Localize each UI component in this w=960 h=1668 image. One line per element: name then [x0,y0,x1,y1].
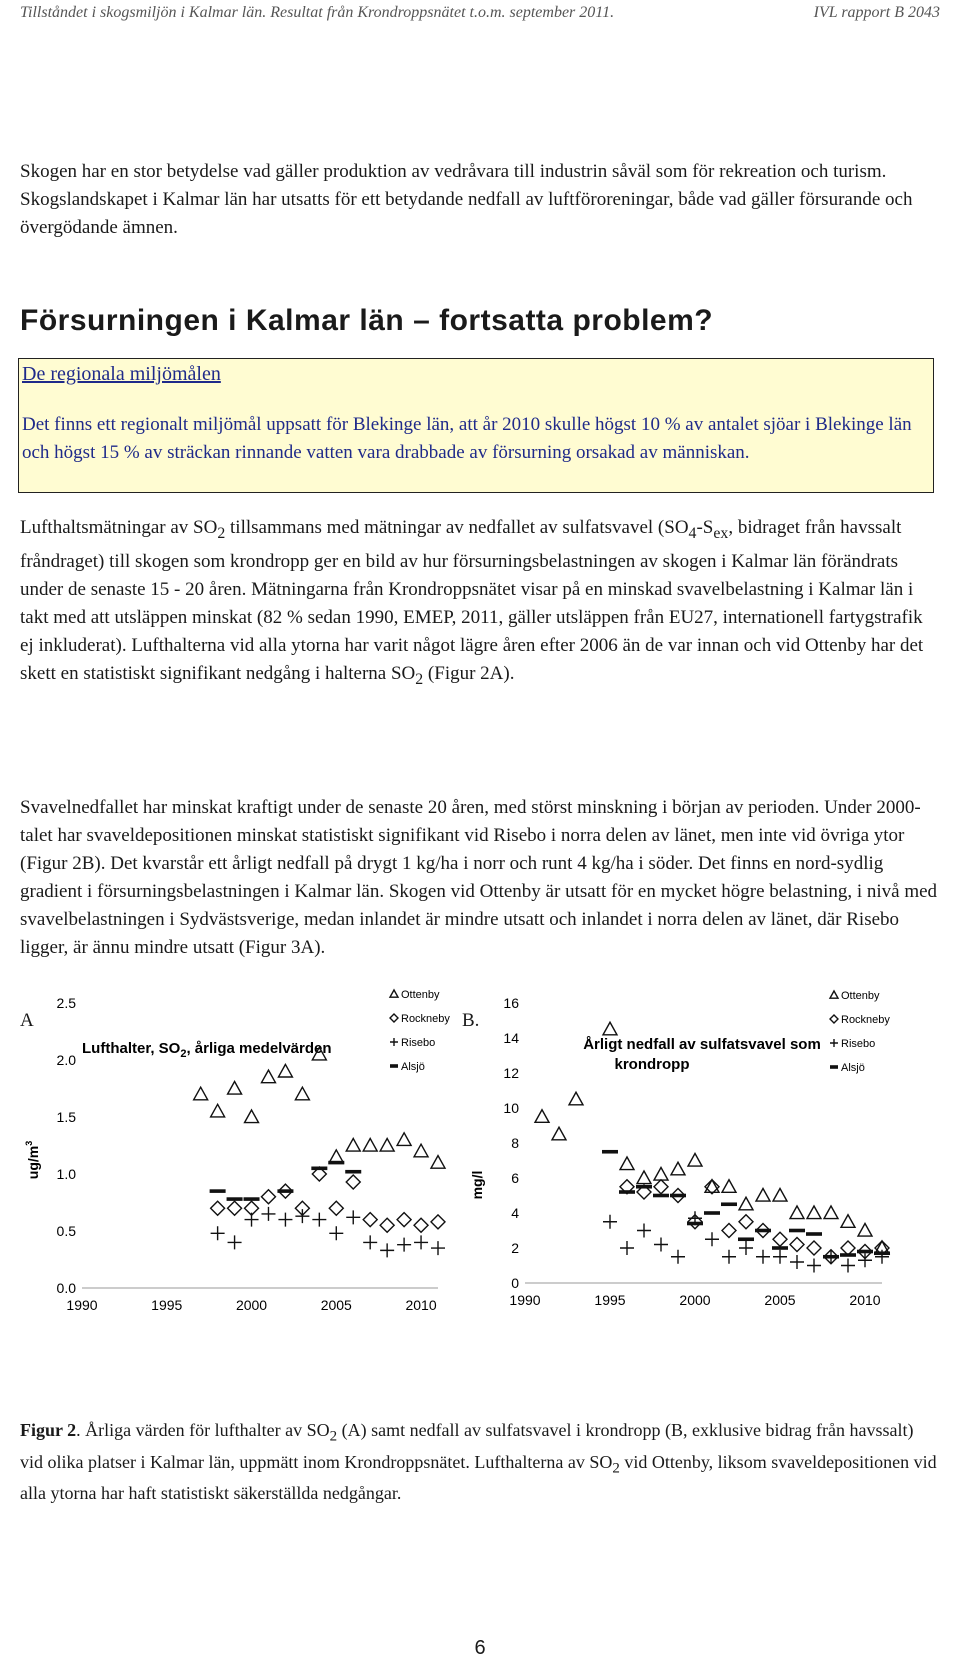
data-point [363,1213,377,1227]
data-point [228,1082,242,1095]
x-tick-label: 2005 [764,1292,796,1308]
data-point [346,1210,360,1224]
data-point [739,1241,753,1255]
chart-b-title-line2: krondropp [614,1056,690,1073]
figure-letter-b: B. [462,1010,480,1031]
data-point [602,1150,618,1154]
series-risebo [603,1211,889,1272]
data-point [858,1224,872,1237]
data-point [397,1238,411,1252]
para1-text-a: Lufthaltsmätningar av SO [20,517,218,538]
data-point [790,1206,804,1219]
chart-a-title: Lufthalter, $SO_2$, årliga medelvärden [82,1040,332,1060]
y-tick-label: 0.0 [56,1280,76,1296]
chart-b-nedfall [462,990,922,1415]
data-point [840,1253,856,1257]
caption-label: Figur 2 [20,1420,77,1440]
legend-label: Risebo [841,1038,876,1050]
figure-letter-a: A [20,1010,34,1031]
data-point [823,1255,839,1259]
data-point [211,1226,225,1240]
running-header-left: Tillståndet i skogsmiljön i Kalmar län. Resultat från Krondroppsnätet t.o.m. september 2011. [20,4,615,21]
intro-paragraph: Skogen har en stor betydelse vad gäller produktion av vedråvara till industrin såväl som för rekreation och turism. Skogslandskapet i Kalmar län har utsatts för ett betydande nedfall av luftföroreningar, både vad gäller försurande och övergödande ämnen. [20,161,913,238]
running-header-right: IVL rapport B 2043 [813,4,940,21]
info-box-body: Det finns ett regionalt miljömål uppsatt för Blekinge län, att år 2010 skulle högst 10 % av antalet sjöar i Blekinge län och högst 15 % av sträckan rinnande vatten vara drabbade av försurning orsakad av människan. [22,414,912,463]
data-point [874,1251,890,1255]
x-tick-label: 1995 [151,1297,183,1313]
legend-marker [390,1038,398,1046]
data-point [705,1180,719,1193]
data-point [244,1197,260,1201]
data-point [637,1224,651,1238]
x-tick-label: 2005 [320,1297,352,1313]
data-point [807,1206,821,1219]
body-paragraph-2: Svavelnedfallet har minskat kraftigt under de senaste 20 åren, med störst minskning i början av perioden. Under 2000-talet har svaveldepositionen minskat statistiskt signifikant vid Risebo i norra delen av länet, men inte vid övriga ytor (Figur 2B). Det kvarstår ett årligt nedfall på drygt 1 kg/ha i norr och runt 4 kg/ha i söder. Det finns en nord-sydlig gradient i försurningsbelastningen i Kalmar län. Skogen vid Ottenby är utsatt för en mycket högre belastning, i nivå med svavelbelastningen i Sydvästsverige, medan inlandet är mindre utsatt och inlandet i norra delen av länet, där Risebo ligger, är ännu mindre utsatt (Figur 3A). [20,797,938,958]
data-point [552,1127,566,1140]
info-box [18,358,934,493]
data-point [329,1150,343,1163]
data-point [261,1070,275,1083]
y-tick-label: 6 [511,1170,519,1186]
data-point [328,1161,344,1165]
data-point [654,1180,668,1194]
legend-label: Risebo [401,1037,436,1049]
body-paragraph-1 [20,514,940,694]
data-point [329,1201,343,1215]
y-tick-label: 8 [511,1135,519,1151]
data-point [569,1092,583,1105]
data-point [636,1185,652,1189]
data-point [295,1087,309,1100]
data-point [773,1232,787,1246]
data-point [211,1201,225,1215]
data-point [245,1110,259,1123]
para1-sub-3: ex [713,524,729,542]
y-tick-label: 0 [511,1275,519,1291]
caption-text-c: vid Ottenby, liksom svaveldepositionen vid alla ytorna har haft statistiskt säkerställda nedgångar. [20,1451,937,1504]
page-number: 6 [474,1637,486,1659]
data-point [228,1201,242,1215]
data-point [653,1194,669,1198]
data-point [772,1246,788,1250]
x-tick-label: 2010 [405,1297,437,1313]
y-tick-label: 2.0 [56,1052,76,1068]
data-point [397,1133,411,1146]
data-point [245,1213,259,1227]
data-point [722,1224,736,1238]
data-point [312,1213,326,1227]
data-point [806,1232,822,1236]
info-box-title: De regionala miljömålen [22,363,221,385]
data-point [603,1215,617,1229]
para1-text-c: -S [696,517,714,538]
data-point [380,1139,394,1152]
para1-text-b: tillsammans med mätningar av nedfallet av sulfatsvavel (SO [225,517,689,538]
legend-marker [830,1015,838,1023]
legend-marker [390,1064,398,1068]
data-point [790,1255,804,1269]
data-point [738,1237,754,1241]
x-tick-label: 1990 [66,1297,98,1313]
data-point [211,1104,225,1117]
running-header [20,4,940,22]
data-point [687,1222,703,1226]
data-point [414,1218,428,1232]
legend-label: Alsjö [841,1062,865,1074]
data-point [739,1197,753,1210]
data-point [789,1229,805,1233]
data-point [756,1189,770,1202]
y-tick-label: 1.5 [56,1109,76,1125]
data-point [363,1139,377,1152]
data-point [414,1144,428,1157]
data-point [261,1190,275,1204]
x-tick-label: 1990 [509,1292,541,1308]
data-point [807,1259,821,1273]
data-point [228,1235,242,1249]
data-point [705,1232,719,1246]
legend-marker [830,991,838,998]
caption-sub-1: 2 [329,1428,338,1445]
data-point [756,1250,770,1264]
y-tick-label: 10 [503,1100,519,1116]
data-point [721,1202,737,1206]
section-title: Försurningen i Kalmar län – fortsatta problem? [20,304,714,337]
data-point [637,1171,651,1184]
data-point [431,1156,445,1169]
data-point [278,1213,292,1227]
data-point [380,1243,394,1257]
data-point [688,1154,702,1167]
legend-label: Rockneby [841,1014,890,1026]
x-tick-label: 1995 [594,1292,626,1308]
data-point [670,1194,686,1198]
data-point [773,1250,787,1264]
chart-a-lufthalter [20,989,460,1415]
data-point [790,1238,804,1252]
data-point [431,1241,445,1255]
y-tick-label: 16 [503,995,519,1011]
legend-marker [830,1039,838,1047]
data-point [346,1139,360,1152]
data-point [824,1206,838,1219]
para1-sub-1: 2 [217,524,226,542]
legend-marker [830,1065,838,1069]
series-ottenby [535,1022,889,1253]
data-point [603,1022,617,1035]
data-point [227,1197,243,1201]
chart-b-ylabel: mg/l [469,1170,485,1200]
data-point [807,1241,821,1255]
data-point [329,1226,343,1240]
legend-label: Ottenby [841,990,880,1002]
series-risebo [211,1207,445,1257]
x-tick-label: 2000 [235,1297,268,1313]
data-point [671,1162,685,1175]
data-point [858,1253,872,1267]
figure-caption [20,1418,940,1506]
data-point [363,1235,377,1249]
data-point [722,1250,736,1264]
y-tick-label: 4 [511,1205,519,1221]
data-point [773,1189,787,1202]
data-point [654,1238,668,1252]
x-tick-label: 2000 [679,1292,711,1308]
para1-text-e: (Figur 2A). [423,662,515,684]
para1-sub-2: 4 [688,524,697,542]
data-point [722,1180,736,1193]
data-point [278,1064,292,1077]
data-point [210,1189,226,1193]
data-point [194,1087,208,1100]
data-point [620,1157,634,1170]
legend-label: Ottenby [401,989,440,1001]
y-tick-label: 2.5 [56,995,76,1011]
data-point [431,1215,445,1229]
data-point [380,1218,394,1232]
legend-label: Alsjö [401,1061,425,1073]
data-point [414,1235,428,1249]
para1-text-d: , bidraget från havssalt fråndraget) till skogen som krondropp ger en bild av hur försurningsbelastningen av skogen i Kalmar län förändrats under de senaste 15 - 20 åren. Mätningarna från Krondroppsnätet visar på en minskad svavelbelastning i Kalmar län i takt med att utsläppen minskat (82 % sedan 1990, EMEP, 2011, gäller utsläppen från EU27, internationell fartygstrafik ej inkluderat). Lufthalterna vid alla ytorna har varit något lägre åren efter 2006 än de var innan och vid Ottenby har det skett en statistiskt signifikant nedgång i halterna SO [20,517,924,684]
y-tick-label: 2 [511,1240,519,1256]
y-tick-label: 1.0 [56,1166,76,1182]
data-point [397,1213,411,1227]
data-point [704,1211,720,1215]
data-point [346,1175,360,1189]
y-tick-label: 12 [503,1065,519,1081]
x-tick-label: 2010 [849,1292,881,1308]
data-point [841,1241,855,1255]
series-alsjö [210,1161,362,1201]
data-point [261,1207,275,1221]
data-point [619,1190,635,1194]
data-point [671,1250,685,1264]
caption-text-a: . Årliga värden för lufthalter av SO [76,1420,330,1440]
data-point [841,1259,855,1273]
y-tick-label: 14 [503,1030,519,1046]
caption-sub-2: 2 [612,1460,620,1477]
y-tick-label: 0.5 [56,1223,76,1239]
data-point [755,1229,771,1233]
data-point [345,1170,361,1174]
legend-label: Rockneby [401,1013,450,1025]
data-point [535,1110,549,1123]
para1-sub-4: 2 [415,670,424,688]
chart-a-ylabel: $ug/m^3$ [24,1140,41,1180]
data-point [739,1215,753,1229]
legend-marker [390,990,398,997]
data-point [277,1189,293,1193]
data-point [620,1241,634,1255]
data-point [311,1167,327,1171]
data-point [654,1168,668,1181]
data-point [857,1250,873,1254]
data-point [841,1215,855,1228]
legend-marker [390,1014,398,1022]
chart-b-title-line1: Årligt nedfall av sulfatsvavel som [583,1036,821,1053]
caption-text-b: (A) samt nedfall av sulfatsvavel i krondropp (B, exklusive bidrag från havssalt) vid olika platser i Kalmar län, uppmätt inom Krondroppsnätet. Lufthalterna av SO [20,1420,914,1472]
